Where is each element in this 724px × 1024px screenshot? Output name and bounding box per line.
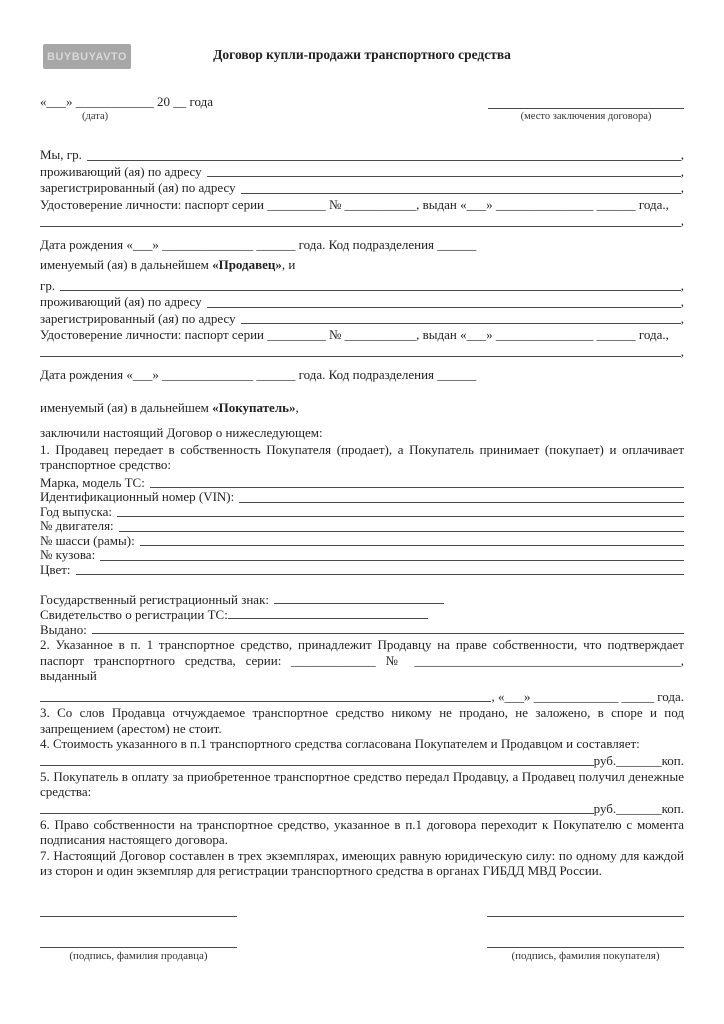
rub-kop-text: руб._______коп. (593, 800, 684, 816)
naming-pre: именуемый (ая) в дальнейшем (40, 257, 213, 272)
clause-2: 2. Указанное в п. 1 транспортное средство, принадлежит Продавцу на праве собственности, что подтверждает паспорт транспортного средства, серии: _____________ № _________________________________________, выданный (40, 637, 684, 683)
clause-4-amount-line (40, 752, 684, 769)
buyer-signature-line-1 (487, 903, 684, 917)
seller-signature-line-1 (40, 903, 237, 917)
date-row (40, 94, 684, 122)
engine-label: № двигателя: (40, 518, 114, 533)
registered-label: зарегистрированный (ая) по адресу (40, 180, 236, 195)
registered-label: зарегистрированный (ая) по адресу (40, 310, 236, 326)
seller-passport-line: Удостоверение личности: паспорт серии _________ № ___________, выдан «___» _______________ ______ года., (40, 196, 669, 212)
field-year (40, 505, 684, 520)
registered-blank (241, 193, 681, 194)
field-body-number (40, 548, 684, 563)
buyer-lead-label: гр. (40, 277, 56, 293)
buyer-signature-line-2 (487, 934, 684, 948)
comma: , (680, 213, 684, 228)
comma: , (680, 277, 684, 293)
issued-blank (92, 633, 684, 634)
seller-lead-label: Мы, гр. (40, 147, 82, 162)
date-caption: (дата) (82, 111, 109, 122)
clause-2-tail-line (40, 689, 684, 706)
buyer-residing-line (40, 294, 684, 311)
year-blank (117, 516, 684, 517)
rub-kop-text: руб._______коп. (593, 752, 684, 768)
make-model-label: Марка, модель ТС: (40, 474, 145, 490)
reg-plate-blank (274, 603, 444, 604)
chassis-label: № шасси (рамы): (40, 532, 135, 548)
amount-blank (40, 765, 594, 766)
buyer-signature-column (487, 903, 684, 962)
seller-signature-column (40, 903, 237, 962)
field-reg-plate (40, 592, 684, 607)
clause-6: 6. Право собственности на транспортное средство, указанное в п.1 договора переходит к Покупателю с момента подписания настоящего договора. (40, 816, 684, 847)
vin-label: Идентификационный номер (VIN): (40, 489, 235, 504)
body-blank (100, 560, 684, 561)
field-vin (40, 490, 684, 505)
reg-cert-label: Свидетельство о регистрации ТС: (40, 607, 228, 622)
body-label: № кузова: (40, 547, 96, 562)
buyer-registered-line (40, 311, 684, 328)
issued-label: Выдано: (40, 622, 87, 637)
color-label: Цвет: (40, 561, 71, 577)
clause-1: 1. Продавец передает в собственность Покупателя (продает), а Покупатель принимает (покупает) и оплачивает транспортное средство: (40, 441, 684, 472)
date-field (40, 94, 213, 122)
comma: , (680, 163, 684, 179)
residing-label: проживающий (ая) по адресу (40, 294, 202, 309)
seller-name-blank (87, 160, 681, 161)
seller-name-line (40, 147, 684, 164)
place-blank-line (488, 94, 684, 109)
buyer-passport-line: Удостоверение личности: паспорт серии _________ № ___________, выдан «___» _______________ ______ года., (40, 327, 669, 342)
buyer-block (40, 278, 684, 384)
year-label: Год выпуска: (40, 503, 112, 519)
place-caption: (место заключения договора) (520, 111, 652, 122)
seller-signature-caption: (подпись, фамилия продавца) (69, 949, 208, 962)
buyer-signature-caption: (подпись, фамилия покупателя) (511, 949, 660, 962)
comma: , (680, 180, 684, 195)
comma: , (680, 294, 684, 309)
field-issued-by (40, 622, 684, 637)
color-blank (76, 574, 684, 575)
preamble-line: заключили настоящий Договор о нижеследующем: (40, 425, 323, 440)
field-reg-cert (40, 607, 684, 622)
comma: , (680, 310, 684, 326)
seller-registered-line (40, 180, 684, 197)
engine-blank (119, 531, 684, 532)
registered-blank (241, 323, 681, 324)
ptc-date-text: , «___» _____________ _____ года. (491, 688, 684, 704)
ptc-issuer-blank (40, 701, 491, 702)
naming-post: , и (281, 257, 296, 272)
date-blank-text: «___» ____________ 20 __ года (40, 94, 214, 109)
reg-cert-blank (228, 618, 428, 619)
naming-post: , (295, 399, 299, 415)
registration-block (40, 592, 684, 637)
seller-passport-issuer-line (40, 213, 684, 230)
seller-term: «Продавец» (212, 257, 282, 272)
issuer-blank (40, 226, 681, 227)
vehicle-fields (40, 476, 684, 578)
seller-birth-line: Дата рождения «___» ______________ ______ года. Код подразделения ______ (40, 236, 477, 252)
clause-7: 7. Настоящий Договор составлен в трех экземплярах, имеющих равную юридическую силу: по одному для каждой из сторон и один экземпляр для регистрации транспортного средства в органах ГИБДД МВД России. (40, 847, 684, 878)
clause-5: 5. Покупатель в оплату за приобретенное транспортное средство передал Продавцу, а Продавец получил денежные средства: (40, 768, 684, 799)
comma: , (680, 147, 684, 162)
signatures-row (40, 903, 684, 962)
field-color (40, 563, 684, 578)
seller-residing-line (40, 164, 684, 181)
vin-blank (239, 502, 684, 503)
chassis-blank (140, 545, 684, 546)
residing-blank (207, 176, 681, 177)
seller-naming-line (40, 257, 684, 274)
residing-label: проживающий (ая) по адресу (40, 163, 202, 179)
reg-plate-label: Государственный регистрационный знак: (40, 592, 269, 607)
make-model-blank (150, 487, 684, 488)
issuer-blank (40, 356, 681, 357)
residing-blank (207, 307, 681, 308)
clause-5-amount-line (40, 800, 684, 817)
clause-4: 4. Стоимость указанного в п.1 транспортного средства согласована Покупателем и Продавцом и составляет: (40, 736, 640, 751)
field-make-model (40, 476, 684, 491)
buyer-name-line (40, 278, 684, 295)
seller-signature-line-2 (40, 934, 237, 948)
naming-pre: именуемый (ая) в дальнейшем (40, 399, 213, 415)
field-chassis-number (40, 534, 684, 549)
clause-3: 3. Со слов Продавца отчуждаемое транспортное средство никому не продано, не заложено, в споре и под запрещением (арестом) не стоит. (40, 705, 684, 736)
buyer-birth-line: Дата рождения «___» ______________ ______ года. Код подразделения ______ (40, 367, 477, 382)
amount-blank (40, 813, 594, 814)
field-engine-number (40, 519, 684, 534)
place-field (488, 94, 684, 122)
buyer-name-blank (60, 290, 681, 291)
comma: , (680, 343, 684, 359)
buyer-naming-line (40, 400, 684, 417)
buyer-term: «Покупатель» (212, 399, 296, 415)
buybuyavto-logo: BUYBUYAVTO (43, 44, 131, 69)
page-title: Договор купли-продажи транспортного средства (213, 47, 511, 62)
seller-block (40, 147, 684, 253)
buyer-passport-issuer-line (40, 344, 684, 361)
